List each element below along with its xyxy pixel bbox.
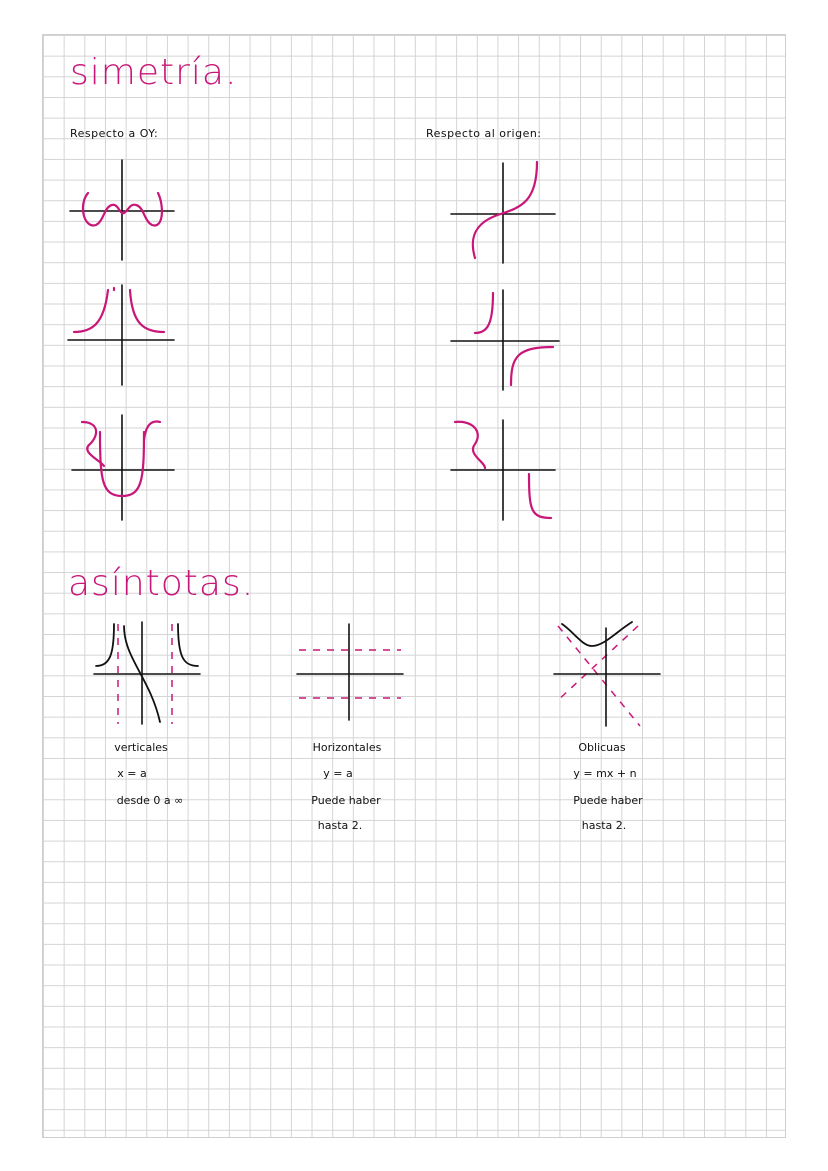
odd-function-branches-sketch bbox=[445, 410, 565, 525]
oblique-asymptotes-sketch bbox=[550, 618, 665, 730]
vertical-asymptote-formula: x = a bbox=[117, 767, 147, 780]
vertical-asymptotes-sketch bbox=[88, 618, 208, 730]
odd-function-cubic-sketch bbox=[445, 158, 565, 268]
oblique-asymptote-note-2: hasta 2. bbox=[581, 819, 627, 832]
horizontal-asymptote-note-2: hasta 2. bbox=[317, 819, 363, 832]
horizontal-asymptotes-sketch bbox=[295, 622, 405, 722]
even-function-u-sketch bbox=[60, 410, 180, 525]
horizontal-asymptote-name: Horizontales bbox=[312, 741, 382, 754]
vertical-asymptote-note: desde 0 a ∞ bbox=[116, 794, 184, 807]
even-function-cusp-sketch bbox=[60, 280, 180, 390]
even-function-wave-sketch bbox=[60, 155, 180, 265]
odd-function-hyperbola-sketch bbox=[445, 285, 565, 395]
oblique-asymptote-note-1: Puede haber bbox=[573, 794, 643, 807]
axis-symmetry-label: Respecto a OY: bbox=[70, 127, 159, 140]
vertical-asymptote-name: verticales bbox=[114, 741, 168, 754]
oblique-asymptote-formula: y = mx + n bbox=[573, 767, 637, 780]
horizontal-asymptote-note-1: Puede haber bbox=[311, 794, 381, 807]
oblique-asymptote-name: Oblicuas bbox=[578, 741, 626, 754]
origin-symmetry-label: Respecto al origen: bbox=[426, 127, 542, 140]
symmetry-heading: simetría. bbox=[70, 52, 238, 93]
asymptotes-heading: asíntotas. bbox=[68, 563, 255, 604]
horizontal-asymptote-formula: y = a bbox=[323, 767, 353, 780]
